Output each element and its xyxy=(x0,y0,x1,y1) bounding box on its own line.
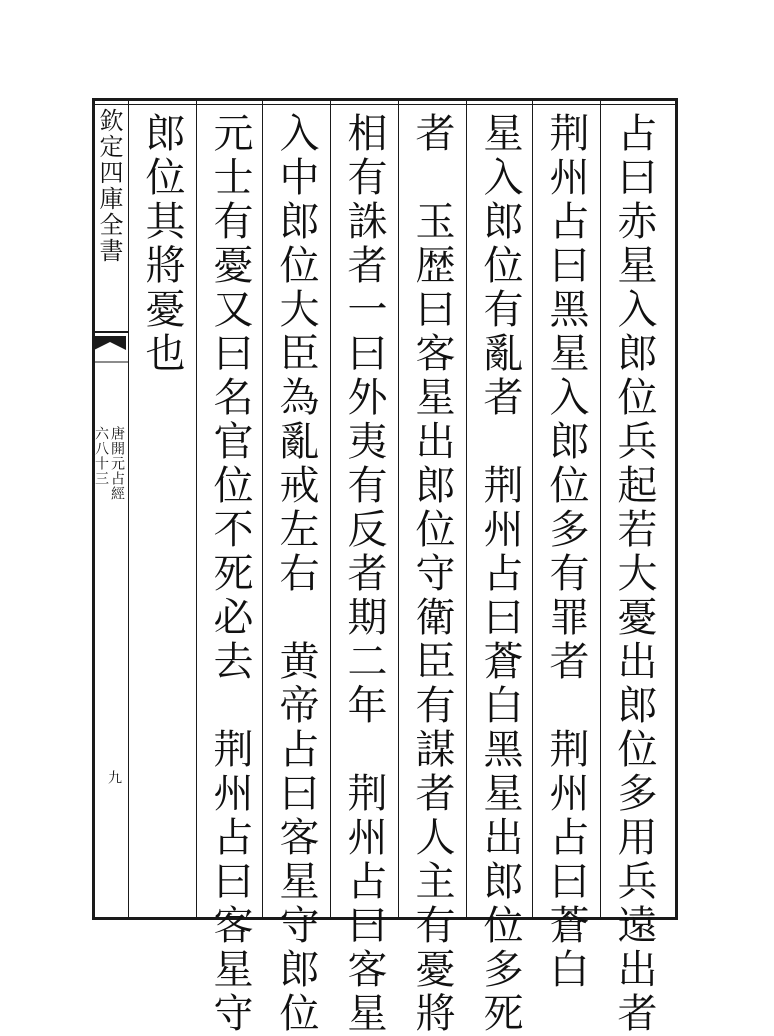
page-number: 九 xyxy=(106,770,122,784)
text-column-7: 元士有憂又曰名官位不死必去 荆州占曰客星守 xyxy=(207,112,253,1036)
text-column-8: 郎位其將憂也 xyxy=(139,112,185,376)
column-divider xyxy=(532,101,533,918)
section-margin: 六八十三 xyxy=(93,426,109,486)
text-column-1: 占曰赤星入郎位兵起若大憂出郎位多用兵遠出者 xyxy=(611,112,657,1036)
fishtail-mark-icon xyxy=(92,328,128,366)
text-column-4: 者 玉歴曰客星出郎位守衛臣有謀者人主有憂將 xyxy=(409,112,455,1036)
book-name-margin: 唐開元占經 xyxy=(109,426,125,501)
text-column-5: 相有誅者一曰外夷有反者期二年 荆州占曰客星 xyxy=(341,112,387,1036)
book-title-margin: 欽定四庫全書 xyxy=(95,108,123,264)
text-column-3: 星入郎位有亂者 荆州占曰蒼白黑星出郎位多死 xyxy=(477,112,523,1036)
column-divider xyxy=(196,101,197,918)
column-divider xyxy=(466,101,467,918)
column-divider xyxy=(398,101,399,918)
column-divider xyxy=(128,101,129,918)
column-divider xyxy=(330,101,331,918)
text-column-2: 荆州占曰黑星入郎位多有罪者 荆州占曰蒼白 xyxy=(543,112,589,992)
column-divider xyxy=(600,101,601,918)
frame-top-rule xyxy=(92,104,678,105)
column-divider xyxy=(262,101,263,918)
text-column-6: 入中郎位大臣為亂戒左右 黄帝占曰客星守郎位 xyxy=(273,112,319,1036)
